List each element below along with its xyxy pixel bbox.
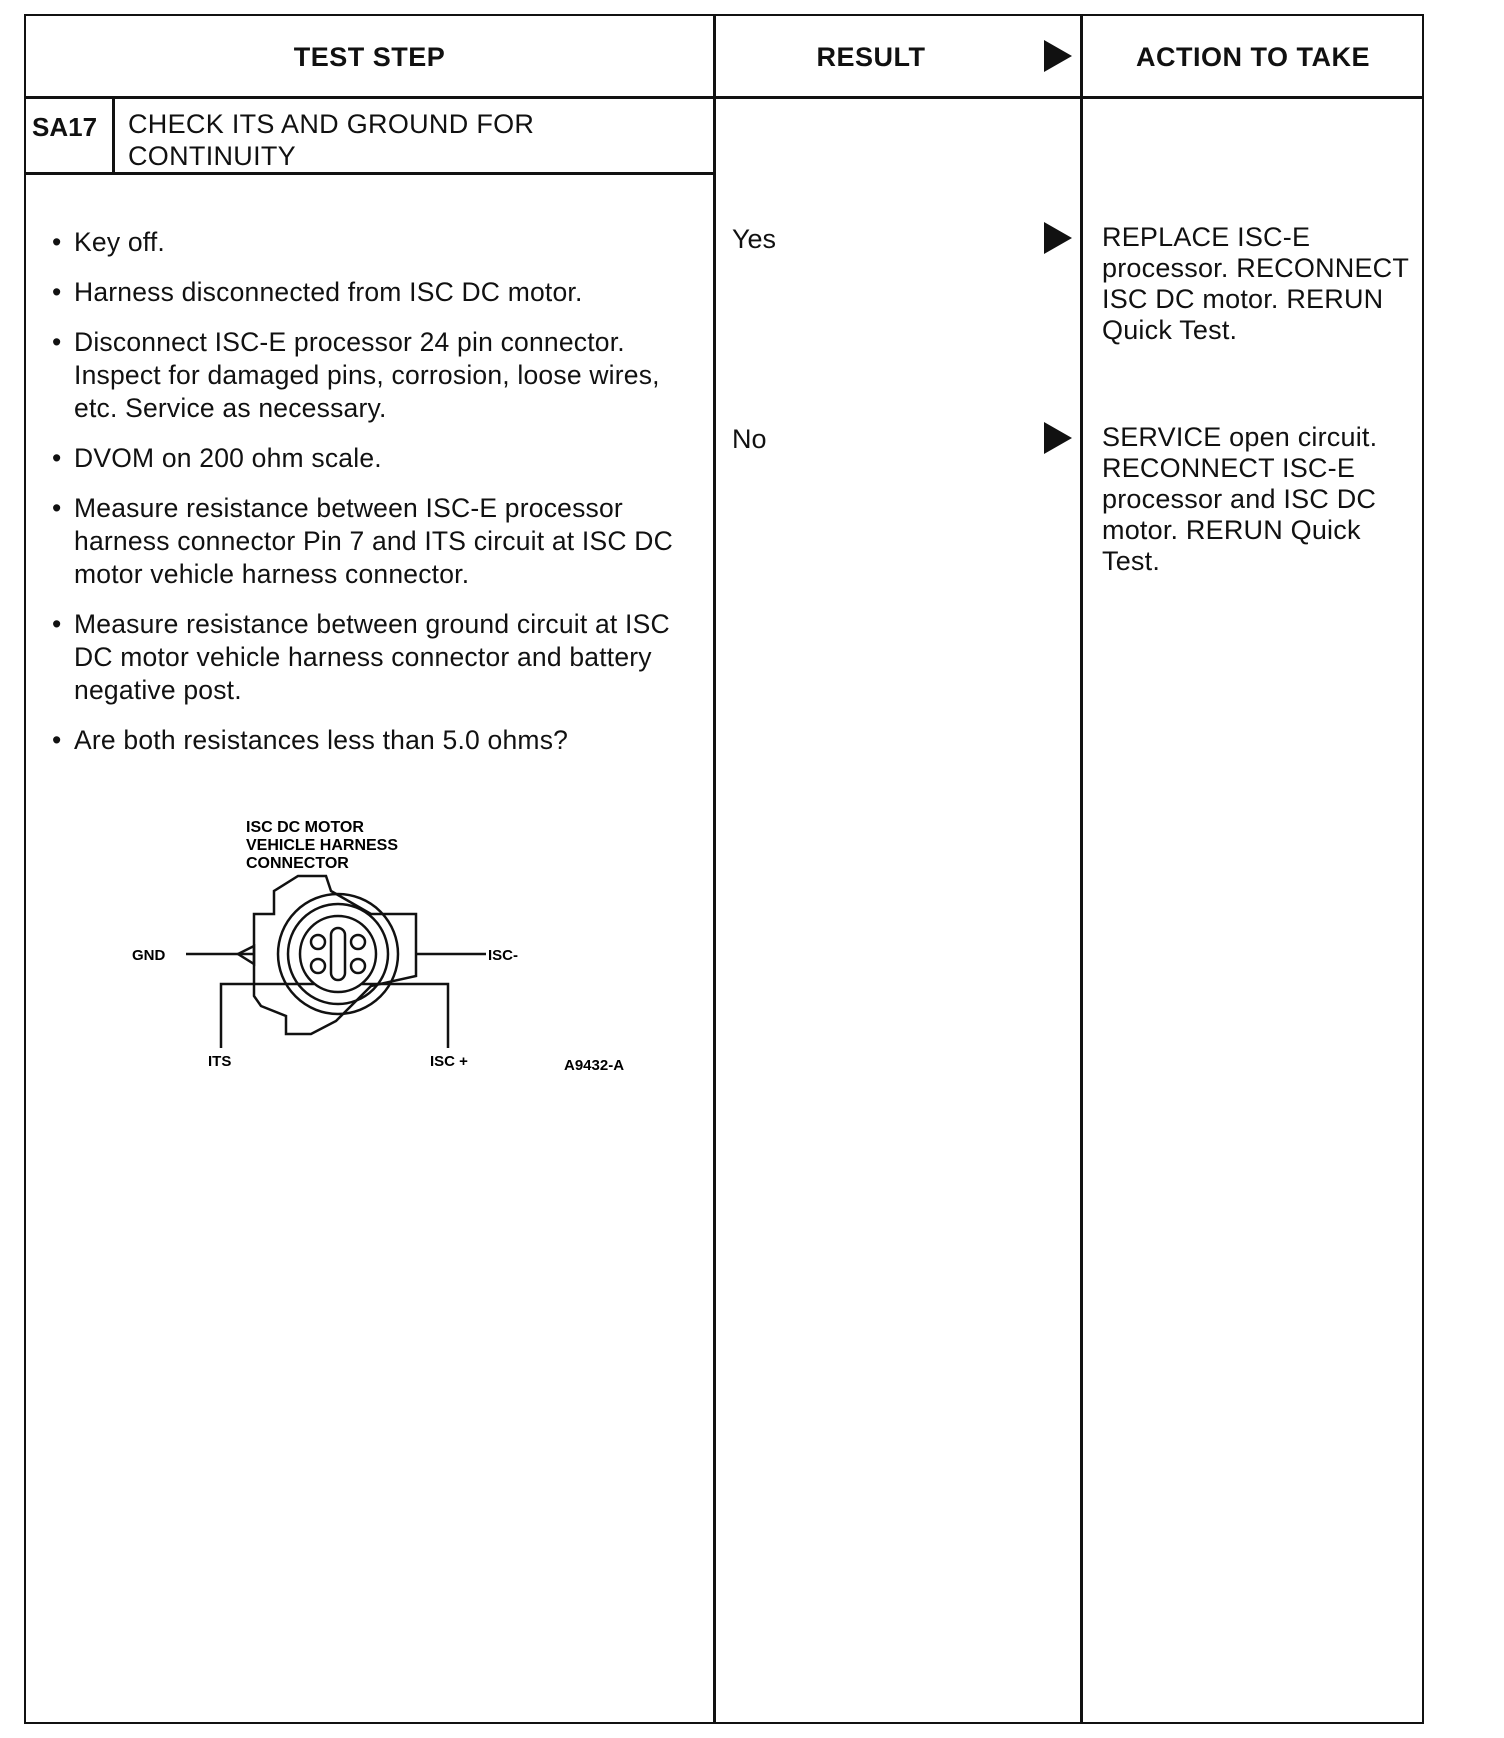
step-title-divider bbox=[26, 172, 713, 175]
connector-shape bbox=[238, 876, 416, 1034]
label-its: ITS bbox=[208, 1053, 232, 1070]
connector-leads bbox=[186, 954, 486, 1048]
diagram-title-line2: VEHICLE HARNESS bbox=[246, 837, 399, 854]
diagram-title-line3: CONNECTOR bbox=[246, 855, 349, 872]
action-yes: REPLACE ISC-E processor. RECONNECT ISC DC motor. RERUN Quick Test. bbox=[1102, 222, 1409, 345]
header-action: ACTION TO TAKE bbox=[1136, 42, 1370, 72]
header-result: RESULT bbox=[816, 42, 926, 72]
column-divider-2 bbox=[1080, 16, 1083, 1722]
result-no-arrow-icon bbox=[1044, 422, 1072, 454]
header-divider bbox=[26, 96, 1422, 99]
step-title: CHECK ITS AND GROUND FOR CONTINUITY bbox=[128, 109, 535, 171]
header-arrow-icon bbox=[1044, 40, 1072, 72]
label-isc-minus: ISC- bbox=[488, 947, 518, 964]
procedure-item: • Measure resistance between ground circuit at ISC DC motor vehicle harness connector and battery negative post. bbox=[52, 608, 692, 707]
procedure-item: • DVOM on 200 ohm scale. bbox=[52, 442, 692, 475]
result-yes: Yes bbox=[732, 224, 777, 254]
label-isc-plus: ISC + bbox=[430, 1053, 468, 1070]
step-id-divider bbox=[112, 96, 115, 174]
action-no: SERVICE open circuit. RECONNECT ISC-E processor and ISC DC motor. RERUN Quick Test. bbox=[1102, 422, 1378, 576]
diagram-title-line1: ISC DC MOTOR bbox=[246, 819, 364, 836]
procedure-item: • Measure resistance between ISC-E processor harness connector Pin 7 and ITS circuit at ISC DC motor vehicle harness connector. bbox=[52, 492, 692, 591]
procedure-item: • Are both resistances less than 5.0 ohms? bbox=[52, 724, 692, 757]
connector-diagram bbox=[126, 816, 686, 1076]
label-gnd: GND bbox=[132, 947, 166, 964]
step-id: SA17 bbox=[32, 112, 98, 142]
diagnostic-table bbox=[24, 14, 1424, 1724]
procedure-item: • Key off. bbox=[52, 226, 692, 259]
result-no: No bbox=[732, 424, 767, 454]
procedure-list bbox=[52, 226, 692, 774]
figure-id: A9432-A bbox=[564, 1057, 625, 1074]
column-divider-1 bbox=[713, 16, 716, 1722]
result-yes-arrow-icon bbox=[1044, 222, 1072, 254]
procedure-item: • Disconnect ISC-E processor 24 pin connector. Inspect for damaged pins, corrosion, loose wires, etc. Service as necessary. bbox=[52, 326, 692, 425]
procedure-item: • Harness disconnected from ISC DC motor. bbox=[52, 276, 692, 309]
header-test-step: TEST STEP bbox=[293, 42, 446, 72]
